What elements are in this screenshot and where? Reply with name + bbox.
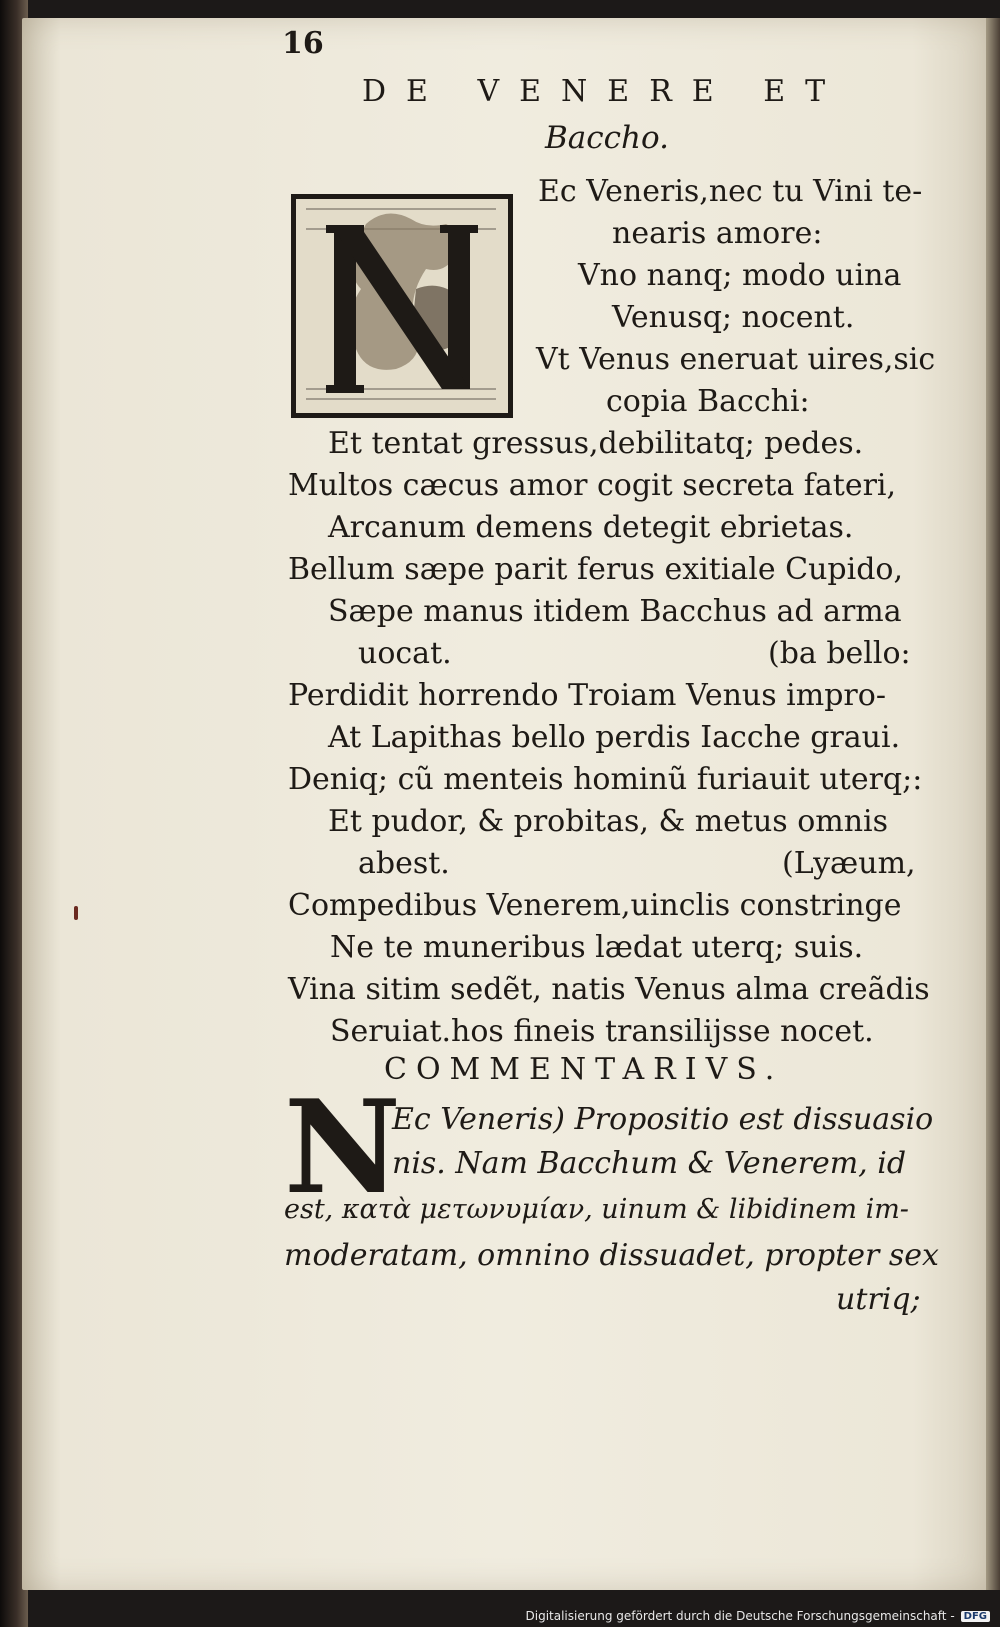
- running-title: DE VENERE ET: [362, 74, 846, 109]
- catchword: utriq;: [836, 1282, 921, 1317]
- poem-line: Vina sitim sedẽt, natis Venus alma creãdis: [288, 972, 930, 1007]
- credit-text: Digitalisierung gefördert durch die Deutsche Forschungsgemeinschaft -: [525, 1609, 955, 1623]
- poem-line: Deniq; cũ menteis hominũ furiauit uterq;:: [288, 762, 923, 797]
- poem-line: nearis amore:: [612, 216, 823, 251]
- poem-line: Compedibus Venerem,uinclis constringe: [288, 888, 902, 923]
- page-edge: [986, 18, 1000, 1590]
- poem-line: Multos cæcus amor cogit secreta fateri,: [288, 468, 897, 503]
- commentary-line: Ec Veneris) Propositio est dissuasio: [392, 1102, 934, 1137]
- digitization-credit: [526, 1609, 991, 1623]
- page-number: 16: [282, 26, 324, 61]
- poem-line: Seruiat.hos fineis transilijsse nocet.: [330, 1014, 874, 1049]
- woodcut-initial-n: [291, 194, 513, 418]
- poem-line: Perdidit horrendo Troiam Venus impro-: [288, 678, 886, 713]
- commentary-initial: N: [284, 1073, 401, 1223]
- poem-line: At Lapithas bello perdis Iacche graui.: [328, 720, 901, 755]
- poem-line: Vno nanq; modo uina: [578, 258, 902, 293]
- poem-line: abest.: [358, 846, 450, 881]
- running-subtitle: Baccho.: [545, 120, 669, 156]
- poem-line-turnover: (ba bello:: [768, 636, 911, 671]
- commentary-heading: COMMENTARIVS.: [384, 1052, 784, 1087]
- poem-line: Ec Veneris,nec tu Vini te-: [538, 174, 923, 209]
- poem-line: Et pudor, & probitas, & metus omnis: [328, 804, 889, 839]
- poem-line: copia Bacchi:: [606, 384, 810, 419]
- poem-line: Venusq; nocent.: [612, 300, 855, 335]
- poem-line: Ne te muneribus lædat uterq; suis.: [330, 930, 864, 965]
- commentary-line: moderatam, omnino dissuadet, propter sex: [284, 1238, 939, 1273]
- poem-line: Bellum sæpe parit ferus exitiale Cupido,: [288, 552, 904, 587]
- poem-line: Vt Venus eneruat uires,sic: [536, 342, 936, 377]
- poem-line: Sæpe manus itidem Bacchus ad arma: [328, 594, 902, 629]
- poem-line: uocat.: [358, 636, 452, 671]
- poem-line: Arcanum demens detegit ebrietas.: [328, 510, 854, 545]
- dfg-logo: DFG: [961, 1611, 990, 1622]
- ink-spot: [74, 906, 78, 920]
- commentary-line: est, κατὰ μετωνυμίαν, uinum & libidinem im-: [284, 1194, 909, 1225]
- poem-line-turnover: (Lyæum,: [782, 846, 916, 881]
- poem-line: Et tentat gressus,debilitatq; pedes.: [328, 426, 864, 461]
- commentary-line: nis. Nam Bacchum & Venerem, id: [392, 1146, 907, 1181]
